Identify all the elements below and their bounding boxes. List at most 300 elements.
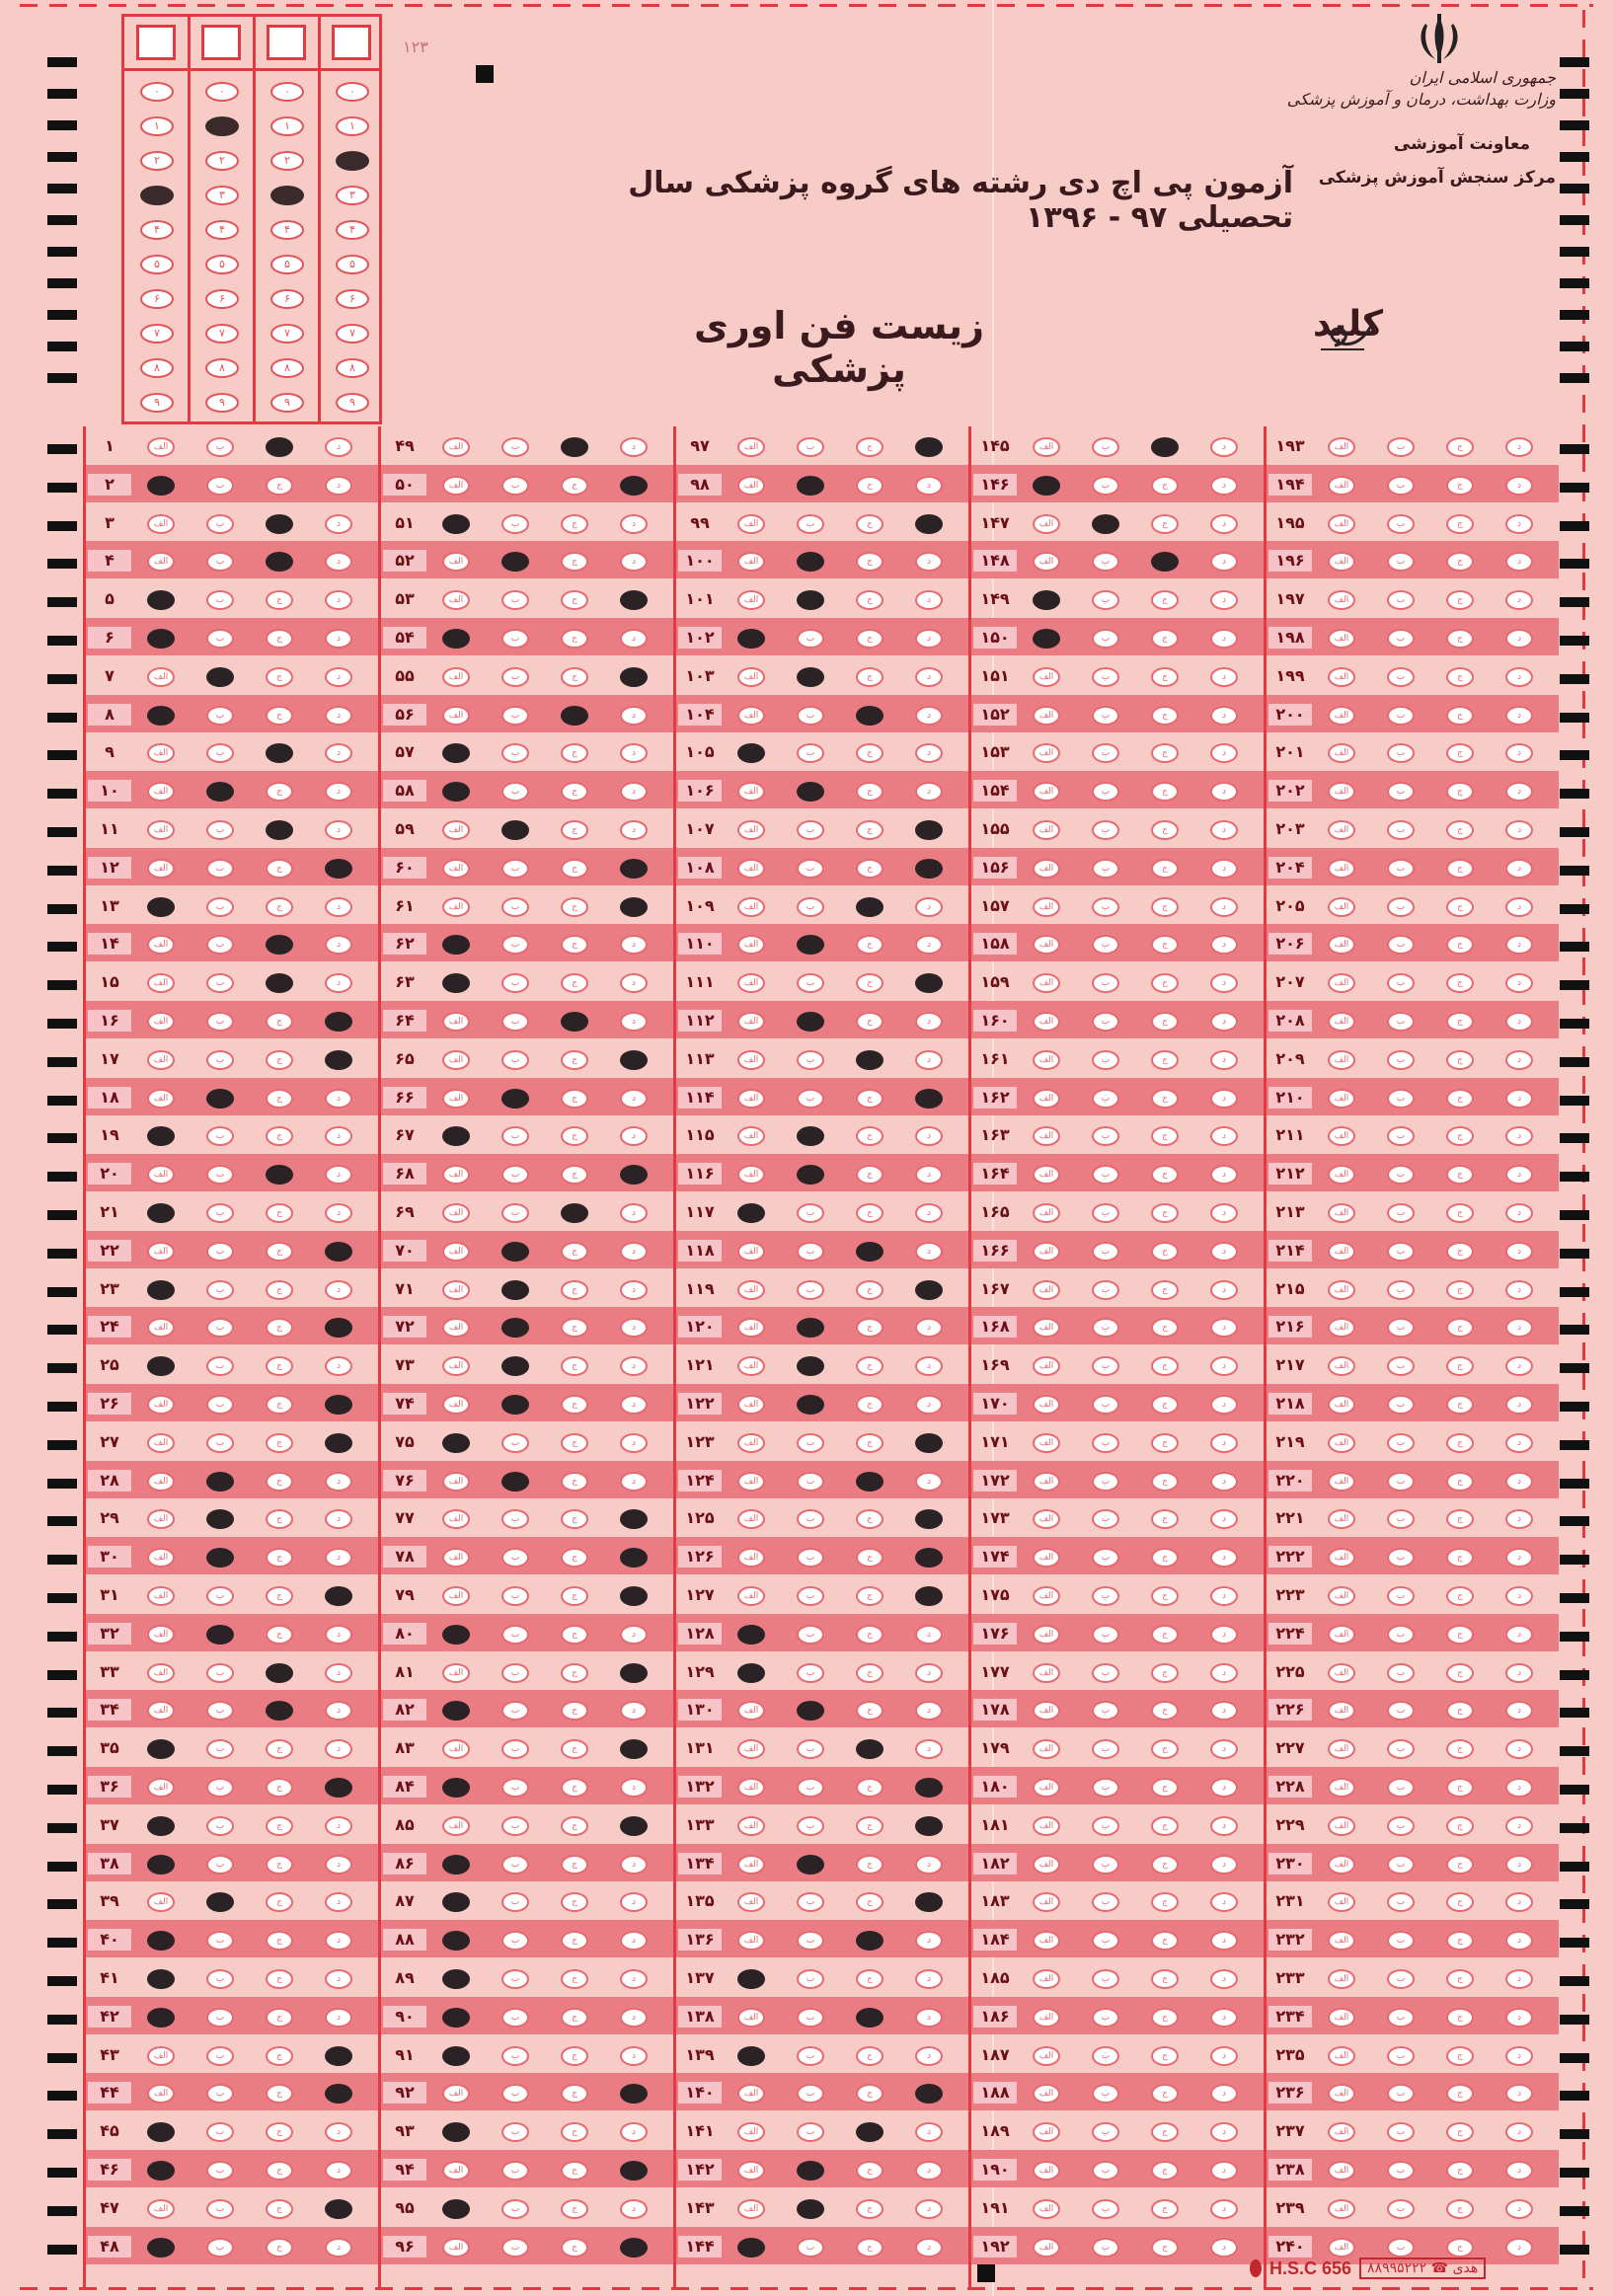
answer-bubble[interactable]: الف	[737, 1739, 765, 1759]
answer-bubble[interactable]: ج	[1446, 1969, 1474, 1989]
answer-bubble[interactable]: د	[620, 1892, 648, 1912]
answer-bubble[interactable]: ب	[1387, 1126, 1415, 1146]
answer-bubble[interactable]: ج	[1151, 2046, 1179, 2066]
answer-bubble[interactable]: الف	[1328, 2238, 1355, 2258]
answer-bubble[interactable]: ب	[797, 1433, 824, 1453]
answer-bubble[interactable]: ج	[266, 2084, 293, 2104]
answer-bubble[interactable]: د	[325, 1280, 352, 1300]
answer-bubble[interactable]: ب	[1387, 782, 1415, 802]
answer-bubble[interactable]: د	[1210, 1739, 1238, 1759]
answer-bubble[interactable]: د	[325, 1356, 352, 1376]
answer-bubble[interactable]: د	[1505, 859, 1533, 879]
answer-bubble[interactable]: الف	[1328, 1739, 1355, 1759]
answer-bubble[interactable]: ج	[1151, 1242, 1179, 1262]
answer-bubble[interactable]: الف	[737, 2046, 765, 2066]
answer-bubble[interactable]: ب	[1092, 2046, 1119, 2066]
answer-bubble[interactable]: د	[1505, 1548, 1533, 1568]
answer-bubble[interactable]: د	[325, 743, 352, 763]
code-digit-bubble[interactable]: ۴	[270, 220, 304, 240]
answer-bubble[interactable]: الف	[1328, 1663, 1355, 1683]
answer-bubble[interactable]: ج	[561, 476, 588, 496]
answer-bubble[interactable]: د	[915, 1778, 943, 1798]
code-digit-bubble[interactable]: ۳	[140, 186, 174, 205]
answer-bubble[interactable]: ج	[561, 1395, 588, 1415]
answer-bubble[interactable]: د	[620, 1165, 648, 1185]
answer-bubble[interactable]: ب	[206, 782, 234, 802]
answer-bubble[interactable]: الف	[442, 1509, 470, 1529]
answer-bubble[interactable]: الف	[1328, 897, 1355, 917]
code-digit-bubble[interactable]: ۲	[140, 151, 174, 171]
answer-bubble[interactable]: الف	[1033, 820, 1060, 840]
answer-bubble[interactable]: ج	[561, 935, 588, 955]
answer-bubble[interactable]: ب	[501, 2046, 529, 2066]
answer-bubble[interactable]: ج	[1446, 1012, 1474, 1032]
answer-bubble[interactable]: الف	[1328, 1625, 1355, 1645]
answer-bubble[interactable]: الف	[1328, 1318, 1355, 1338]
answer-bubble[interactable]: الف	[737, 1625, 765, 1645]
answer-bubble[interactable]: ب	[797, 2084, 824, 2104]
code-digit-bubble[interactable]: ۷	[205, 324, 239, 344]
answer-bubble[interactable]: الف	[737, 2084, 765, 2104]
answer-bubble[interactable]: د	[915, 1280, 943, 1300]
answer-bubble[interactable]: د	[1505, 1433, 1533, 1453]
answer-bubble[interactable]: الف	[147, 973, 175, 993]
code-digit-box[interactable]	[267, 25, 306, 60]
answer-bubble[interactable]: الف	[737, 1509, 765, 1529]
answer-bubble[interactable]: د	[620, 859, 648, 879]
answer-bubble[interactable]: ب	[797, 1625, 824, 1645]
answer-bubble[interactable]: د	[620, 1586, 648, 1606]
answer-bubble[interactable]: ج	[1151, 743, 1179, 763]
answer-bubble[interactable]: ب	[797, 667, 824, 687]
answer-bubble[interactable]: د	[1210, 1663, 1238, 1683]
answer-bubble[interactable]: د	[915, 2046, 943, 2066]
answer-bubble[interactable]: الف	[147, 859, 175, 879]
answer-bubble[interactable]: د	[620, 1663, 648, 1683]
answer-bubble[interactable]: ب	[206, 1050, 234, 1070]
answer-bubble[interactable]: ج	[856, 1586, 883, 1606]
answer-bubble[interactable]: ج	[266, 2046, 293, 2066]
answer-bubble[interactable]: الف	[1033, 1356, 1060, 1376]
answer-bubble[interactable]: ب	[1387, 437, 1415, 457]
answer-bubble[interactable]: الف	[147, 2199, 175, 2219]
answer-bubble[interactable]: ب	[1387, 1012, 1415, 1032]
answer-bubble[interactable]: الف	[442, 2008, 470, 2028]
answer-bubble[interactable]: ج	[266, 1050, 293, 1070]
answer-bubble[interactable]: ب	[501, 1050, 529, 1070]
answer-bubble[interactable]: ج	[266, 2199, 293, 2219]
answer-bubble[interactable]: د	[1210, 1548, 1238, 1568]
answer-bubble[interactable]: ب	[1092, 1242, 1119, 1262]
answer-bubble[interactable]: ب	[501, 1548, 529, 1568]
answer-bubble[interactable]: د	[620, 476, 648, 496]
answer-bubble[interactable]: ج	[856, 590, 883, 610]
answer-bubble[interactable]: ج	[856, 1050, 883, 1070]
answer-bubble[interactable]: ب	[1092, 1816, 1119, 1836]
answer-bubble[interactable]: ب	[206, 1395, 234, 1415]
answer-bubble[interactable]: د	[1210, 2046, 1238, 2066]
answer-bubble[interactable]: ب	[1092, 1280, 1119, 1300]
answer-bubble[interactable]: الف	[147, 1969, 175, 1989]
answer-bubble[interactable]: ب	[1387, 1739, 1415, 1759]
answer-bubble[interactable]: د	[325, 1318, 352, 1338]
answer-bubble[interactable]: ب	[797, 1855, 824, 1875]
answer-bubble[interactable]: الف	[147, 590, 175, 610]
answer-bubble[interactable]: ب	[206, 1242, 234, 1262]
answer-bubble[interactable]: الف	[442, 1701, 470, 1721]
answer-bubble[interactable]: ب	[797, 1126, 824, 1146]
answer-bubble[interactable]: الف	[1033, 1012, 1060, 1032]
answer-bubble[interactable]: ج	[266, 667, 293, 687]
answer-bubble[interactable]: الف	[147, 1739, 175, 1759]
answer-bubble[interactable]: ب	[797, 1663, 824, 1683]
answer-bubble[interactable]: د	[1210, 1395, 1238, 1415]
code-digit-bubble[interactable]: ۵	[140, 255, 174, 274]
answer-bubble[interactable]: ب	[797, 743, 824, 763]
answer-bubble[interactable]: ج	[856, 859, 883, 879]
answer-bubble[interactable]: ب	[1092, 1969, 1119, 1989]
answer-bubble[interactable]: الف	[1033, 897, 1060, 917]
answer-bubble[interactable]: ج	[856, 1739, 883, 1759]
answer-bubble[interactable]: د	[1505, 706, 1533, 726]
answer-bubble[interactable]: ج	[266, 1318, 293, 1338]
answer-bubble[interactable]: ج	[561, 2084, 588, 2104]
answer-bubble[interactable]: ب	[206, 743, 234, 763]
answer-bubble[interactable]: ب	[1387, 859, 1415, 879]
answer-bubble[interactable]: ب	[206, 2238, 234, 2258]
code-digit-bubble[interactable]: ۵	[205, 255, 239, 274]
answer-bubble[interactable]: الف	[737, 1855, 765, 1875]
answer-bubble[interactable]: د	[325, 973, 352, 993]
answer-bubble[interactable]: د	[1505, 1969, 1533, 1989]
answer-bubble[interactable]: الف	[1033, 1548, 1060, 1568]
answer-bubble[interactable]: الف	[147, 1855, 175, 1875]
answer-bubble[interactable]: د	[620, 1969, 648, 1989]
answer-bubble[interactable]: الف	[1328, 1356, 1355, 1376]
answer-bubble[interactable]: د	[1505, 1701, 1533, 1721]
answer-bubble[interactable]: د	[325, 1816, 352, 1836]
answer-bubble[interactable]: ب	[206, 1663, 234, 1683]
answer-bubble[interactable]: د	[915, 1242, 943, 1262]
answer-bubble[interactable]: ج	[1151, 2161, 1179, 2181]
answer-bubble[interactable]: د	[325, 1012, 352, 1032]
answer-bubble[interactable]: الف	[1328, 1242, 1355, 1262]
answer-bubble[interactable]: الف	[1033, 2199, 1060, 2219]
answer-bubble[interactable]: ب	[206, 1778, 234, 1798]
answer-bubble[interactable]: ج	[1151, 1663, 1179, 1683]
answer-bubble[interactable]: د	[915, 2199, 943, 2219]
answer-bubble[interactable]: ب	[1092, 476, 1119, 496]
answer-bubble[interactable]: ب	[501, 1739, 529, 1759]
answer-bubble[interactable]: ب	[501, 437, 529, 457]
answer-bubble[interactable]: ج	[561, 1126, 588, 1146]
answer-bubble[interactable]: ب	[501, 1433, 529, 1453]
answer-bubble[interactable]: د	[325, 590, 352, 610]
answer-bubble[interactable]: ب	[206, 514, 234, 534]
answer-bubble[interactable]: د	[915, 1701, 943, 1721]
answer-bubble[interactable]: د	[325, 2008, 352, 2028]
answer-bubble[interactable]: ب	[206, 2046, 234, 2066]
answer-bubble[interactable]: د	[620, 1012, 648, 1032]
answer-bubble[interactable]: ب	[1387, 1318, 1415, 1338]
answer-bubble[interactable]: ب	[797, 1548, 824, 1568]
answer-bubble[interactable]: ج	[1151, 2122, 1179, 2142]
answer-bubble[interactable]: ج	[266, 1433, 293, 1453]
answer-bubble[interactable]: الف	[1033, 1586, 1060, 1606]
answer-bubble[interactable]: د	[1505, 514, 1533, 534]
answer-bubble[interactable]: الف	[737, 1089, 765, 1109]
answer-bubble[interactable]: الف	[1033, 2161, 1060, 2181]
answer-bubble[interactable]: ب	[206, 667, 234, 687]
code-digit-bubble[interactable]: ۰	[270, 82, 304, 102]
answer-bubble[interactable]: الف	[147, 1203, 175, 1223]
answer-bubble[interactable]: ب	[797, 514, 824, 534]
answer-bubble[interactable]: ج	[266, 743, 293, 763]
answer-bubble[interactable]: الف	[1328, 859, 1355, 879]
answer-bubble[interactable]: د	[1210, 1050, 1238, 1070]
answer-bubble[interactable]: ب	[1387, 1816, 1415, 1836]
answer-bubble[interactable]: الف	[1033, 1472, 1060, 1492]
answer-bubble[interactable]: ج	[856, 629, 883, 649]
answer-bubble[interactable]: ج	[856, 2046, 883, 2066]
answer-bubble[interactable]: الف	[1328, 706, 1355, 726]
answer-bubble[interactable]: ج	[266, 590, 293, 610]
answer-bubble[interactable]: ج	[856, 1012, 883, 1032]
answer-bubble[interactable]: الف	[147, 1395, 175, 1415]
answer-bubble[interactable]: الف	[442, 590, 470, 610]
answer-bubble[interactable]: ب	[206, 437, 234, 457]
answer-bubble[interactable]: الف	[442, 1165, 470, 1185]
answer-bubble[interactable]: ج	[1446, 1203, 1474, 1223]
answer-bubble[interactable]: ب	[797, 2238, 824, 2258]
answer-bubble[interactable]: الف	[1328, 1586, 1355, 1606]
answer-bubble[interactable]: ب	[1092, 1472, 1119, 1492]
answer-bubble[interactable]: الف	[737, 514, 765, 534]
answer-bubble[interactable]: ج	[266, 897, 293, 917]
answer-bubble[interactable]: الف	[1033, 1126, 1060, 1146]
answer-bubble[interactable]: الف	[442, 552, 470, 572]
answer-bubble[interactable]: د	[1505, 1089, 1533, 1109]
answer-bubble[interactable]: ب	[1092, 667, 1119, 687]
answer-bubble[interactable]: الف	[1033, 667, 1060, 687]
answer-bubble[interactable]: د	[915, 1816, 943, 1836]
answer-bubble[interactable]: د	[1505, 437, 1533, 457]
answer-bubble[interactable]: ج	[266, 629, 293, 649]
answer-bubble[interactable]: د	[1210, 2122, 1238, 2142]
answer-bubble[interactable]: ج	[561, 1433, 588, 1453]
answer-bubble[interactable]: د	[620, 437, 648, 457]
answer-bubble[interactable]: ب	[1092, 1089, 1119, 1109]
answer-bubble[interactable]: ج	[266, 1203, 293, 1223]
answer-bubble[interactable]: ج	[856, 1089, 883, 1109]
answer-bubble[interactable]: الف	[1328, 1892, 1355, 1912]
answer-bubble[interactable]: ب	[501, 1318, 529, 1338]
answer-bubble[interactable]: د	[1505, 1242, 1533, 1262]
answer-bubble[interactable]: الف	[1328, 1931, 1355, 1951]
answer-bubble[interactable]: ج	[856, 1433, 883, 1453]
answer-bubble[interactable]: ب	[1092, 1395, 1119, 1415]
answer-bubble[interactable]: ج	[561, 1625, 588, 1645]
answer-bubble[interactable]: الف	[1033, 859, 1060, 879]
code-digit-bubble[interactable]: ۷	[336, 324, 369, 344]
answer-bubble[interactable]: ب	[797, 1012, 824, 1032]
answer-bubble[interactable]: ب	[1387, 820, 1415, 840]
answer-bubble[interactable]: الف	[1033, 1165, 1060, 1185]
answer-bubble[interactable]: ج	[1151, 1356, 1179, 1376]
answer-bubble[interactable]: ب	[1387, 743, 1415, 763]
answer-bubble[interactable]: الف	[737, 1203, 765, 1223]
answer-bubble[interactable]: ج	[1151, 1433, 1179, 1453]
answer-bubble[interactable]: الف	[1328, 629, 1355, 649]
answer-bubble[interactable]: الف	[1033, 590, 1060, 610]
answer-bubble[interactable]: الف	[147, 1356, 175, 1376]
answer-bubble[interactable]: د	[325, 1126, 352, 1146]
answer-bubble[interactable]: ج	[266, 1586, 293, 1606]
answer-bubble[interactable]: ج	[1446, 935, 1474, 955]
answer-bubble[interactable]: الف	[1033, 2008, 1060, 2028]
code-digit-bubble[interactable]: ۵	[270, 255, 304, 274]
answer-bubble[interactable]: الف	[442, 514, 470, 534]
answer-bubble[interactable]: ج	[1151, 1739, 1179, 1759]
answer-bubble[interactable]: د	[1505, 629, 1533, 649]
answer-bubble[interactable]: ب	[206, 1165, 234, 1185]
answer-bubble[interactable]: الف	[737, 552, 765, 572]
code-digit-bubble[interactable]: ۹	[270, 393, 304, 413]
code-digit-bubble[interactable]: ۱	[140, 116, 174, 136]
answer-bubble[interactable]: الف	[147, 1126, 175, 1146]
answer-bubble[interactable]: الف	[737, 590, 765, 610]
answer-bubble[interactable]: ب	[797, 706, 824, 726]
answer-bubble[interactable]: د	[620, 552, 648, 572]
answer-bubble[interactable]: الف	[147, 782, 175, 802]
answer-bubble[interactable]: د	[1210, 437, 1238, 457]
answer-bubble[interactable]: ب	[1387, 2122, 1415, 2142]
answer-bubble[interactable]: الف	[1328, 476, 1355, 496]
answer-bubble[interactable]: ب	[206, 1356, 234, 1376]
answer-bubble[interactable]: ب	[797, 1089, 824, 1109]
answer-bubble[interactable]: ج	[1446, 2199, 1474, 2219]
answer-bubble[interactable]: ب	[206, 2199, 234, 2219]
answer-bubble[interactable]: ج	[561, 1242, 588, 1262]
answer-bubble[interactable]: د	[620, 2122, 648, 2142]
answer-bubble[interactable]: ج	[266, 1472, 293, 1492]
answer-bubble[interactable]: ج	[266, 1969, 293, 1989]
answer-bubble[interactable]: ب	[1092, 629, 1119, 649]
answer-bubble[interactable]: ب	[206, 1586, 234, 1606]
answer-bubble[interactable]: الف	[442, 1892, 470, 1912]
answer-bubble[interactable]: ب	[1387, 1509, 1415, 1529]
answer-bubble[interactable]: ب	[1092, 1318, 1119, 1338]
answer-bubble[interactable]: الف	[1033, 782, 1060, 802]
answer-bubble[interactable]: الف	[737, 743, 765, 763]
answer-bubble[interactable]: الف	[442, 1548, 470, 1568]
code-digit-bubble[interactable]: ۴	[140, 220, 174, 240]
answer-bubble[interactable]: د	[1210, 820, 1238, 840]
answer-bubble[interactable]: الف	[442, 1855, 470, 1875]
answer-bubble[interactable]: د	[325, 1548, 352, 1568]
answer-bubble[interactable]: ج	[856, 476, 883, 496]
answer-bubble[interactable]: د	[1505, 1625, 1533, 1645]
answer-bubble[interactable]: د	[915, 1165, 943, 1185]
answer-bubble[interactable]: ب	[1092, 1165, 1119, 1185]
answer-bubble[interactable]: ج	[1151, 2084, 1179, 2104]
answer-bubble[interactable]: الف	[442, 820, 470, 840]
answer-bubble[interactable]: د	[1505, 1931, 1533, 1951]
answer-bubble[interactable]: د	[1505, 667, 1533, 687]
answer-bubble[interactable]: ج	[856, 1548, 883, 1568]
answer-bubble[interactable]: د	[620, 1395, 648, 1415]
answer-bubble[interactable]: الف	[147, 1433, 175, 1453]
answer-bubble[interactable]: ب	[1092, 1050, 1119, 1070]
answer-bubble[interactable]: د	[325, 820, 352, 840]
answer-bubble[interactable]: د	[915, 2084, 943, 2104]
answer-bubble[interactable]: ج	[561, 2199, 588, 2219]
answer-bubble[interactable]: د	[1210, 1280, 1238, 1300]
answer-bubble[interactable]: د	[1210, 552, 1238, 572]
answer-bubble[interactable]: ب	[797, 1280, 824, 1300]
answer-bubble[interactable]: الف	[147, 1701, 175, 1721]
answer-bubble[interactable]: ج	[561, 859, 588, 879]
code-digit-bubble[interactable]: ۶	[205, 289, 239, 309]
answer-bubble[interactable]: الف	[1328, 2084, 1355, 2104]
answer-bubble[interactable]: الف	[737, 1433, 765, 1453]
answer-bubble[interactable]: الف	[737, 1356, 765, 1376]
answer-bubble[interactable]: د	[620, 2199, 648, 2219]
answer-bubble[interactable]: ج	[266, 1548, 293, 1568]
answer-bubble[interactable]: الف	[1328, 743, 1355, 763]
answer-bubble[interactable]: د	[915, 743, 943, 763]
answer-bubble[interactable]: ج	[856, 552, 883, 572]
answer-bubble[interactable]: ب	[206, 1318, 234, 1338]
answer-bubble[interactable]: د	[325, 2199, 352, 2219]
answer-bubble[interactable]: ج	[1446, 1586, 1474, 1606]
answer-bubble[interactable]: ج	[266, 1816, 293, 1836]
answer-bubble[interactable]: الف	[737, 1318, 765, 1338]
answer-bubble[interactable]: ب	[1092, 2238, 1119, 2258]
answer-bubble[interactable]: د	[1210, 2008, 1238, 2028]
code-digit-bubble[interactable]: ۹	[205, 393, 239, 413]
answer-bubble[interactable]: ج	[856, 2199, 883, 2219]
answer-bubble[interactable]: د	[620, 1318, 648, 1338]
answer-bubble[interactable]: ج	[561, 1663, 588, 1683]
answer-bubble[interactable]: ج	[856, 2122, 883, 2142]
answer-bubble[interactable]: الف	[1033, 1050, 1060, 1070]
answer-bubble[interactable]: ب	[797, 1356, 824, 1376]
answer-bubble[interactable]: د	[620, 2161, 648, 2181]
answer-bubble[interactable]: الف	[147, 1586, 175, 1606]
answer-bubble[interactable]: ج	[1446, 2008, 1474, 2028]
code-digit-bubble[interactable]: ۰	[336, 82, 369, 102]
answer-bubble[interactable]: د	[620, 590, 648, 610]
answer-bubble[interactable]: الف	[737, 476, 765, 496]
answer-bubble[interactable]: ج	[1446, 1509, 1474, 1529]
answer-bubble[interactable]: ج	[1151, 1701, 1179, 1721]
answer-bubble[interactable]: د	[915, 629, 943, 649]
answer-bubble[interactable]: ج	[266, 437, 293, 457]
answer-bubble[interactable]: ب	[797, 590, 824, 610]
answer-bubble[interactable]: د	[1505, 2046, 1533, 2066]
answer-bubble[interactable]: ج	[1446, 590, 1474, 610]
code-digit-bubble[interactable]: ۷	[140, 324, 174, 344]
answer-bubble[interactable]: ب	[206, 1931, 234, 1951]
answer-bubble[interactable]: د	[325, 1663, 352, 1683]
answer-bubble[interactable]: د	[620, 629, 648, 649]
answer-bubble[interactable]: ج	[856, 1625, 883, 1645]
answer-bubble[interactable]: ب	[501, 1126, 529, 1146]
answer-bubble[interactable]: د	[915, 1012, 943, 1032]
answer-bubble[interactable]: ب	[797, 629, 824, 649]
answer-bubble[interactable]: الف	[1033, 1739, 1060, 1759]
